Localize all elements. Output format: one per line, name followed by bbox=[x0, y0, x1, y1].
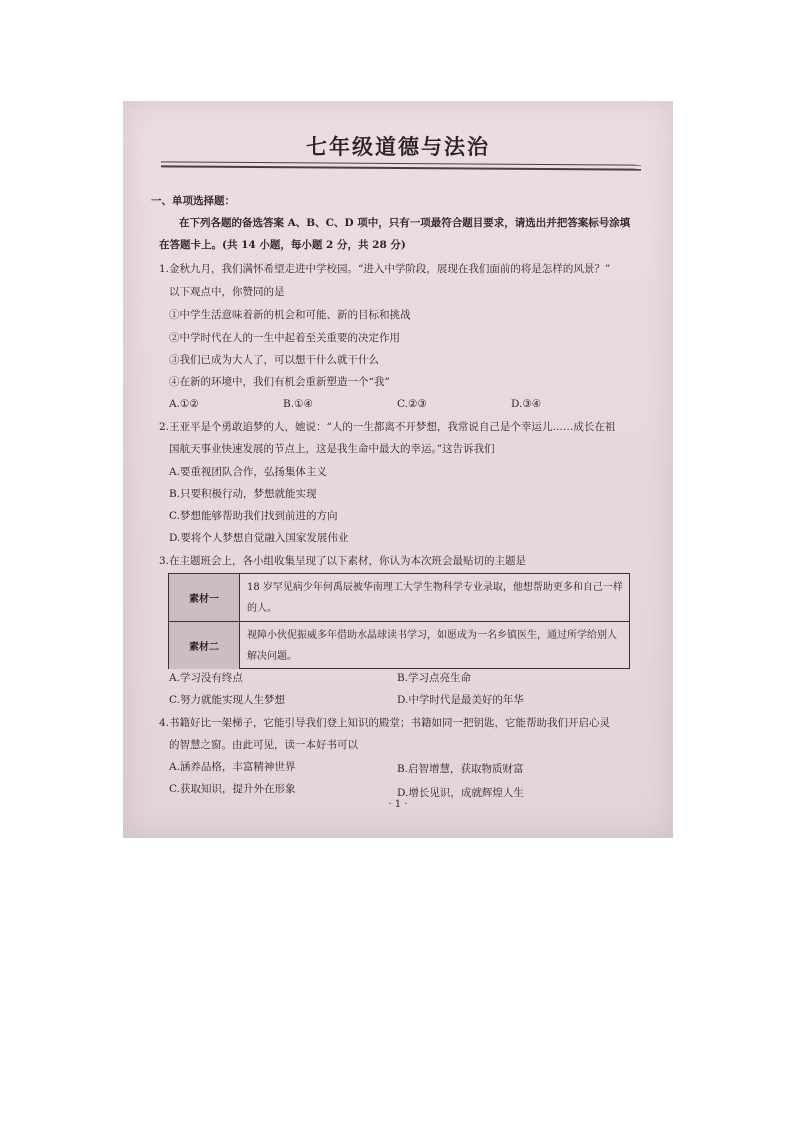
q1-statement: ④在新的环境中，我们有机会重新塑造一个“我” bbox=[169, 376, 390, 388]
exam-title: 七年级道德与法治 bbox=[306, 134, 490, 159]
q4-stem-line-1: 4.书籍好比一架梯子，它能引导我们登上知识的殿堂；书籍如同一把钥匙，它能帮助我们开启心灵 bbox=[159, 717, 611, 729]
q2-option-d: D.要将个人梦想自觉融入国家发展伟业 bbox=[169, 532, 349, 544]
material-label: 素材二 bbox=[169, 622, 240, 669]
q1-option-b: B.①④ bbox=[283, 398, 313, 410]
q3-option-b: B.学习点亮生命 bbox=[397, 672, 472, 684]
q1-option-c: C.②③ bbox=[397, 398, 427, 410]
page-number: · 1 · bbox=[388, 799, 408, 810]
q2-option-c: C.梦想能够帮助我们找到前进的方向 bbox=[169, 510, 338, 522]
q3-option-d: D.中学时代是最美好的年华 bbox=[397, 694, 524, 706]
q4-option-c: C.获取知识，提升外在形象 bbox=[169, 783, 296, 795]
q3-stem: 3.在主题班会上，各小组收集呈现了以下素材，你认为本次班会最贴切的主题是 bbox=[159, 555, 527, 567]
q1-option-a: A.①② bbox=[169, 398, 199, 410]
q1-statement: ①中学生活意味着新的机会和可能、新的目标和挑战 bbox=[169, 309, 411, 321]
q1-statement: ③我们已成为大人了，可以想干什么就干什么 bbox=[169, 354, 379, 366]
q4-option-d: D.增长见识，成就辉煌人生 bbox=[397, 787, 524, 799]
q4-stem-line-2: 的智慧之窗。由此可见，读一本好书可以 bbox=[169, 739, 358, 751]
q2-stem-line-2: 国航天事业快速发展的节点上，这是我生命中最大的幸运。”这告诉我们 bbox=[169, 443, 495, 455]
q4-option-a: A.涵养品格，丰富精神世界 bbox=[169, 761, 296, 773]
q2-stem-line-1: 2.王亚平是个勇敢追梦的人，她说：“人的一生都离不开梦想，我常说自己是个幸运儿……成长在祖 bbox=[159, 421, 616, 433]
q2-option-b: B.只要积极行动，梦想就能实现 bbox=[169, 488, 317, 500]
instruction-line-2: 在答题卡上。(共 14 小题，每小题 2 分，共 28 分) bbox=[159, 239, 406, 251]
section-heading: 一、单项选择题： bbox=[151, 195, 235, 207]
material-text: 视障小伙伲振威多年借助水晶球读书学习，如愿成为一名乡镇医生，通过所学给别人解决问题。 bbox=[247, 630, 617, 662]
material-row bbox=[169, 621, 629, 669]
q1-statement: ②中学时代在人的一生中起着至关重要的决定作用 bbox=[169, 332, 400, 344]
materials-table bbox=[168, 573, 630, 669]
photographed-exam-page bbox=[123, 101, 673, 838]
q1-stem-line-2: 以下观点中，你赞同的是 bbox=[169, 286, 285, 298]
instruction-line-1: 在下列各题的备选答案 A、B、C、D 项中，只有一项最符合题目要求，请选出并把答案标号涂填 bbox=[179, 217, 631, 229]
q1-stem-line-1: 1.金秋九月，我们满怀希望走进中学校园。“进入中学阶段，展现在我们面前的将是怎样的风景？” bbox=[159, 263, 611, 275]
q3-option-c: C.努力就能实现人生梦想 bbox=[169, 694, 285, 706]
material-row bbox=[169, 574, 629, 621]
q4-option-b: B.启智增慧，获取物质财富 bbox=[397, 763, 524, 775]
material-label: 素材一 bbox=[169, 574, 240, 621]
q1-option-d: D.③④ bbox=[511, 398, 542, 410]
q3-option-a: A.学习没有终点 bbox=[169, 672, 243, 684]
title-rule-thick bbox=[161, 165, 641, 170]
q2-option-a: A.要重视团队合作，弘扬集体主义 bbox=[169, 466, 327, 478]
material-text: 18 岁罕见病少年何禹辰被华南理工大学生物科学专业录取，他想帮助更多和自己一样的人。 bbox=[247, 582, 623, 614]
